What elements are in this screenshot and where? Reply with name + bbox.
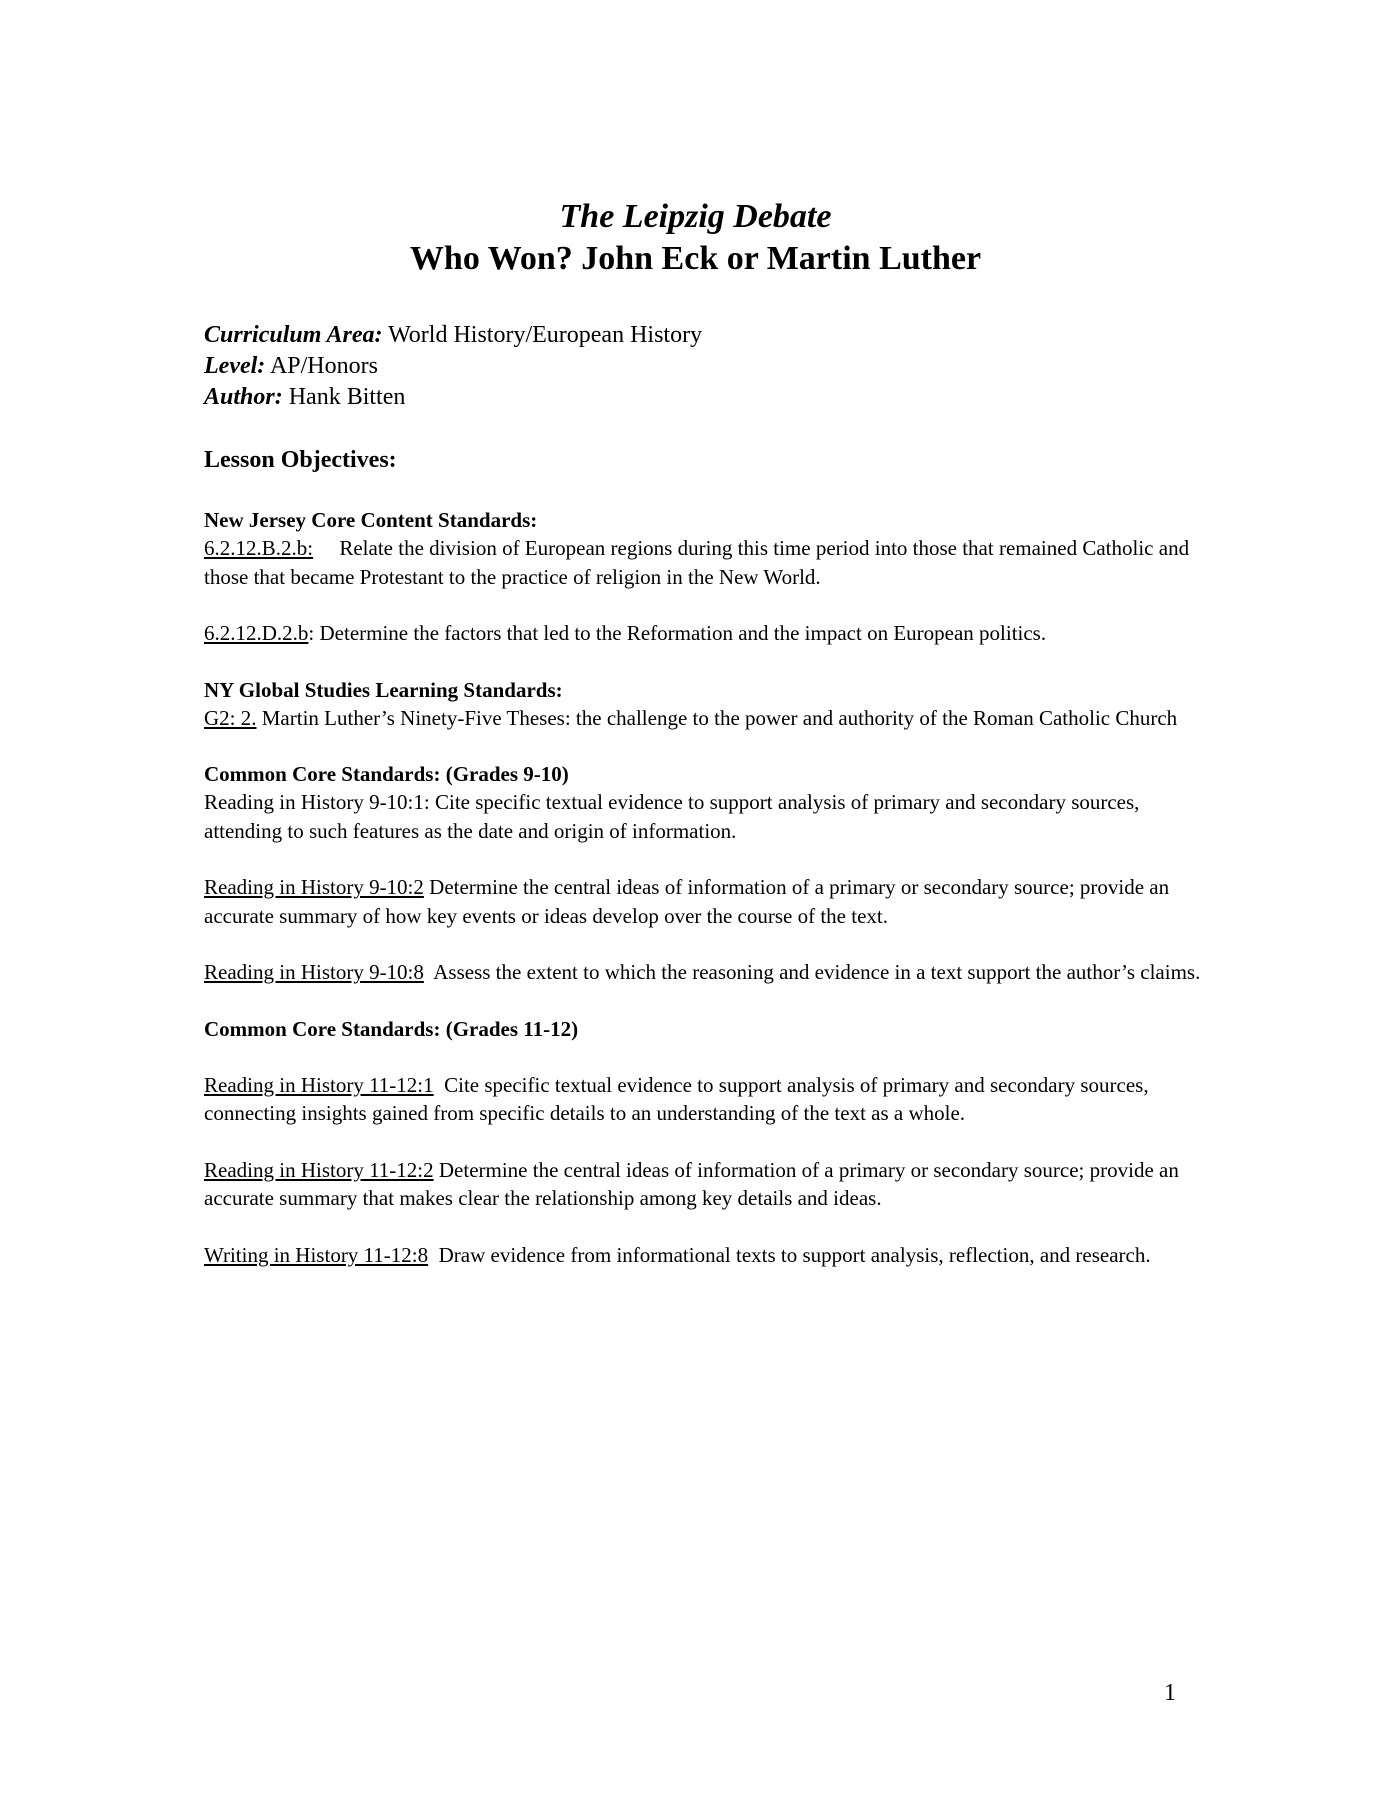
level-value: AP/Honors <box>265 353 378 379</box>
level-row <box>204 351 1204 382</box>
nj-heading: New Jersey Core Content Standards: <box>204 508 538 532</box>
cc910-standard-1: Reading in History 9-10:1: Cite specific textual evidence to support analysis of primary and secondary sources, attending to such features as the date and origin of information. <box>204 790 1140 843</box>
cc1112-standard-2 <box>204 1156 1204 1213</box>
nj-standard-1-text: Relate the division of European regions during this time period into those that remained Catholic and those that became Protestant to the practice of religion in the New World. <box>204 536 1195 589</box>
cc910-standard-2 <box>204 873 1204 930</box>
author-value: Hank Bitten <box>282 384 406 410</box>
nj-standard-2-text: : Determine the factors that led to the Reformation and the impact on European politics. <box>308 621 1047 645</box>
ny-standard-1 <box>204 704 1204 733</box>
cc910-standard-2-text: Determine the central ideas of information of a primary or secondary source; provide an accurate summary of how key events or ideas develop over the course of the text. <box>204 875 1170 928</box>
curriculum-row <box>204 320 1204 351</box>
cc1112-standard-1-code: Reading in History 11-12:1 <box>204 1072 434 1097</box>
cc1112-heading: Common Core Standards: (Grades 11-12) <box>204 1016 579 1041</box>
cc910-standard-3-code: Reading in History 9-10:8 <box>204 960 424 984</box>
page-content <box>204 196 1204 1269</box>
curriculum-label: Curriculum Area: <box>204 322 383 348</box>
author-label: Author: <box>204 384 283 410</box>
ny-heading: NY Global Studies Learning Standards: <box>204 677 563 702</box>
cc910-standard-3 <box>204 958 1204 987</box>
author-row <box>204 382 1204 413</box>
cc1112-standard-3 <box>204 1241 1204 1270</box>
cc1112-standard-3-text: Draw evidence from informational texts to support analysis, reflection, and research. <box>428 1242 1151 1267</box>
cc1112-standard-2-text: Determine the central ideas of information of a primary or secondary source; provide an accurate summary that makes clear the relationship among key details and ideas. <box>204 1157 1179 1210</box>
nj-standard-2-code: 6.2.12.D.2.b <box>204 621 309 645</box>
document-subtitle: Who Won? John Eck or Martin Luther <box>409 240 982 277</box>
page-number: 1 <box>1164 1680 1176 1706</box>
cc910-standard-3-text: Assess the extent to which the reasoning and evidence in a text support the author’s claims. <box>423 960 1201 984</box>
cc910-heading: Common Core Standards: (Grades 9-10) <box>204 762 569 786</box>
nj-standard-1-code: 6.2.12.B.2.b: <box>204 536 314 560</box>
ny-standard-1-text: Martin Luther’s Ninety-Five Theses: the challenge to the power and authority of the Roman Catholic Church <box>256 705 1178 730</box>
lesson-meta <box>204 320 1204 413</box>
cc1112-standard-2-code: Reading in History 11-12:2 <box>204 1157 434 1182</box>
nj-standard-2 <box>204 619 1204 648</box>
cc1112-standard-1-text: Cite specific textual evidence to support analysis of primary and secondary sources, connecting insights gained from specific details to an understanding of the text as a whole. <box>204 1072 1154 1125</box>
document-title: The Leipzig Debate <box>559 198 832 235</box>
ny-standard-1-code: G2: 2. <box>204 705 257 730</box>
cc910-standard-2-code: Reading in History 9-10:2 <box>204 875 424 899</box>
level-label: Level: <box>204 353 266 379</box>
objectives-heading: Lesson Objectives: <box>204 447 397 473</box>
cc1112-standard-3-code: Writing in History 11-12:8 <box>204 1242 429 1267</box>
curriculum-value: World History/European History <box>382 322 703 348</box>
nj-standard-1 <box>204 534 1204 591</box>
cc1112-standard-1 <box>204 1071 1204 1128</box>
title-block <box>0 196 1391 280</box>
